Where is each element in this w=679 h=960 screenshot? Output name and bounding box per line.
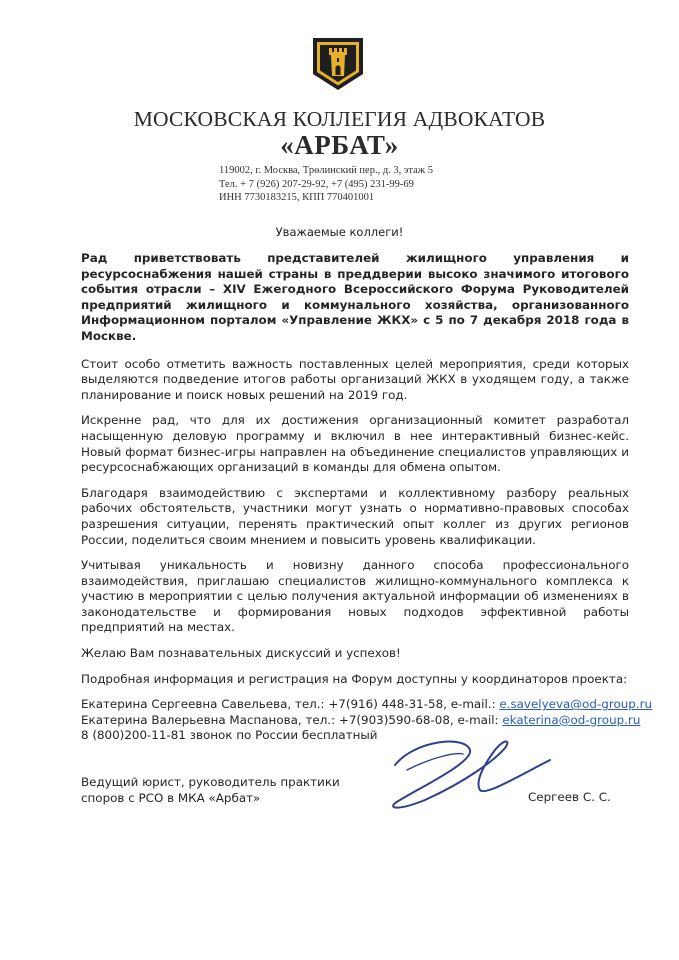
contact-line [81, 712, 641, 729]
hotline: 8 (800)200-11-81 звонок по России бесплатный [81, 728, 378, 743]
handwritten-signature [355, 730, 555, 820]
contact-line [81, 697, 653, 713]
phone-line: Тел. + 7 (926) 207-29-92, +7 (495) 231-99-69 [219, 178, 414, 190]
organization-brand: «АРБАТ» [280, 130, 399, 160]
salutation: Уважаемые коллеги! [275, 225, 404, 239]
wishes-line: Желаю Вам познавательных дискуссий и успехов! [81, 646, 401, 661]
registration-info: Подробная информация и регистрация на Форум доступны у координаторов проекта: [81, 671, 628, 686]
signatory-position [81, 774, 340, 806]
body-paragraph: Благодаря взаимодействию с экспертами и коллективному разбору реальных рабочих обстоятельств, участники могут узнать о нормативно-правовых способах разрешения ситуации, перенять практический опыт коллег из других регионов России, поделиться своим мнением и повысить уровень квалификации. [81, 485, 629, 547]
body-paragraph: Стоит особо отметить важность поставленных целей мероприятия, среди которых выделяются подведение итогов работы организаций ЖКХ в уходящем году, а также планирование и поиск новых решений на 2019 год. [81, 356, 629, 402]
signatory-name: Сергеев С. С. [528, 790, 611, 804]
email-link[interactable]: e.savelyeva@od-group.ru [499, 697, 653, 712]
letter-body [81, 251, 653, 744]
body-paragraph: Искренне рад, что для их достижения организационный комитет разработал насыщенную деловую программу и включил в нее интерактивный бизнес-кейс. Новый формат бизнес-игры направлен на объединение специалистов управляющих и ресурсоснабжающих организаций в команды для обмена опытом. [81, 413, 629, 475]
intro-paragraph: Рад приветствовать представителей жилищного управления и ресурсоснабжения нашей страны в преддверии высоко значимого итогового события отрасли – XIV Ежегодного Всероссийского Форума Руководителей предприятий жилищного и коммунального хозяйства, организованного Информационном порталом «Управление ЖКХ» с 5 по 7 декабря 2018 года в Москве. [81, 251, 629, 343]
contact-details: Екатерина Сергеевна Савельева, тел.: +7(916) 448-31-58, e-mail.: [81, 697, 500, 712]
tax-id-line: ИНН 7730183215, КПП 770401001 [219, 192, 375, 203]
position-line: Ведущий юрист, руководитель практики [81, 775, 340, 789]
email-link[interactable]: ekaterina@od-group.ru [502, 712, 641, 727]
tower-shield-logo-icon [311, 36, 365, 92]
organization-name: МОСКОВСКАЯ КОЛЛЕГИЯ АДВОКАТОВ [133, 107, 546, 131]
contact-details: Екатерина Валерьевна Маспанова, тел.: +7(903)590-68-08, e-mail: [81, 712, 503, 727]
address-line: 119002, г. Москва, Трөлинский пер., д. 3, этаж 5 [219, 165, 433, 176]
position-line: споров с РСО в МКА «Арбат» [81, 791, 261, 805]
letterhead-contacts [219, 164, 433, 205]
body-paragraph: Учитывая уникальность и новизну данного способа профессионального взаимодействия, приглашаю специалистов жилищно-коммунального комплекса к участию в мероприятии с целью получения актуальной информации об изменениях в законодательстве и формирования новых подходов эффективной работы предприятий на местах. [81, 558, 629, 635]
